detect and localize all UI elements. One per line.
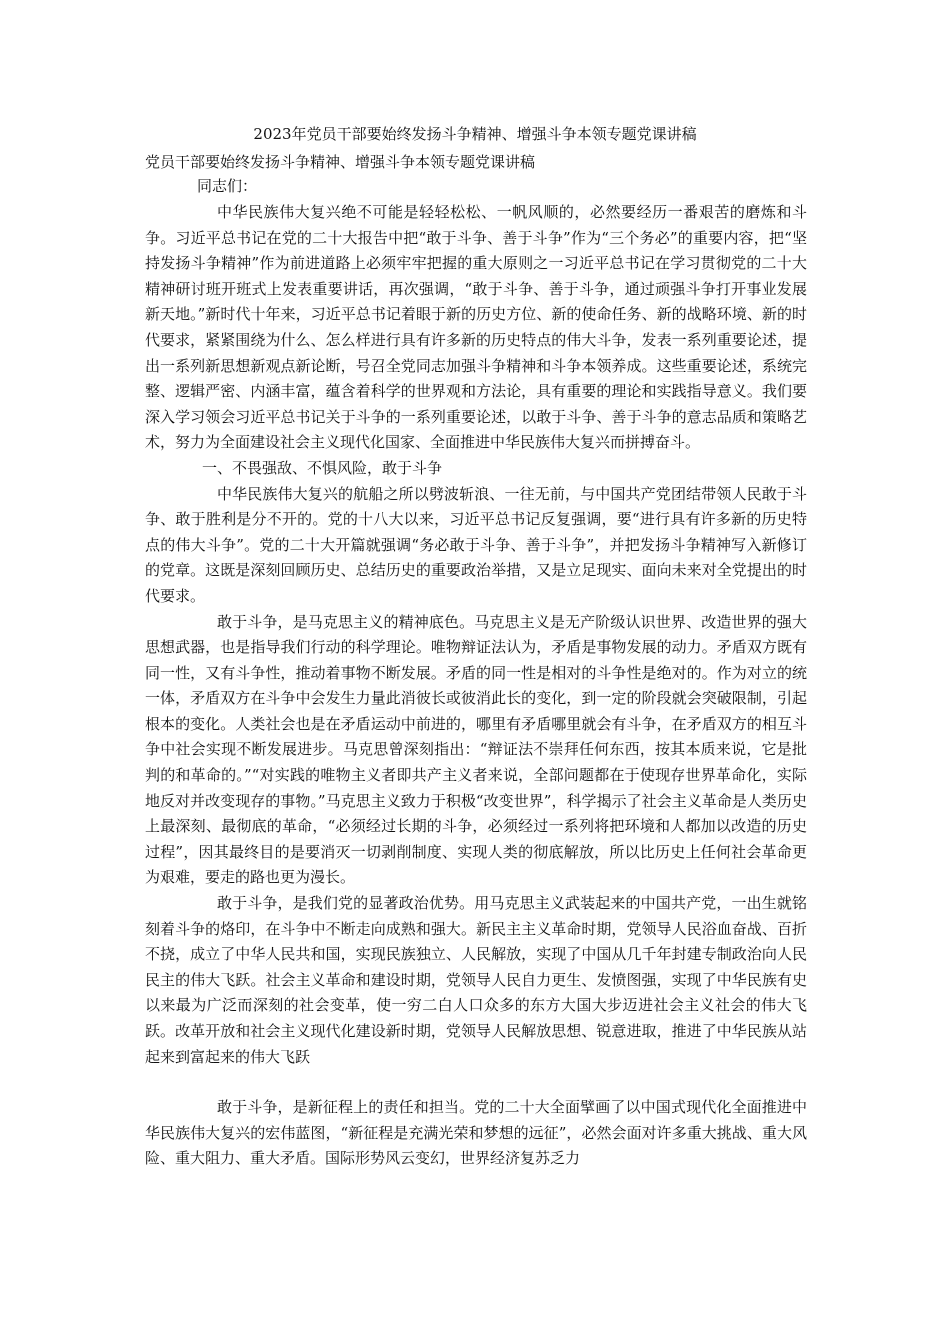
paragraph-intro: 中华民族伟大复兴绝不可能是轻轻松松、一帆风顺的，必然要经历一番艰苦的磨炼和斗争。习近平总书记在党的二十大报告中把“敢于斗争、善于斗争”作为“三个务必”的重要内容，把“坚持发扬斗争精神”作为前进道路上必须牢牢把握的重大原则之一习近平总书记在学习贯彻党的二十大精神研讨班开班式上发表重要讲话，再次强调，“敢于斗争、善于斗争，通过顽强斗争打开事业发展新天地。”新时代十年来，习近平总书记着眼于新的历史方位、新的使命任务、新的战略环境、新的时代要求，紧紧围绕为什么、怎么样进行具有许多新的历史特点的伟大斗争，发表一系列重要论述，提出一系列新思想新观点新论断，号召全党同志加强斗争精神和斗争本领养成。这些重要论述，系统完整、逻辑严密、内涵丰富，蕴含着科学的世界观和方法论，具有重要的理论和实践指导意义。我们要深入学习领会习近平总书记关于斗争的一系列重要论述，以敢于斗争、善于斗争的意志品质和策略艺术，努力为全面建设社会主义现代化国家、全面推进中华民族伟大复兴而拼搏奋斗。	[145, 203, 807, 452]
document-subtitle: 党员干部要始终发扬斗争精神、增强斗争本领专题党课讲稿	[145, 153, 536, 171]
paragraph-marxism: 敢于斗争，是马克思主义的精神底色。马克思主义是无产阶级认识世界、改造世界的强大思想武器，也是指导我们行动的科学理论。唯物辩证法认为，矛盾是事物发展的动力。矛盾双方既有同一性，又有斗争性，推动着事物不断发展。矛盾的同一性是相对的斗争性是绝对的。作为对立的统一体，矛盾双方在斗争中会发生力量此消彼长或彼消此长的变化，到一定的阶段就会突破限制，引起根本的变化。人类社会也是在矛盾运动中前进的，哪里有矛盾哪里就会有斗争，在矛盾双方的相互斗争中社会实现不断发展进步。马克思曾深刻指出：“辩证法不崇拜任何东西，按其本质来说，它是批判的和革命的。”“对实践的唯物主义者即共产主义者来说，全部问题都在于使现存世界革命化，实际地反对并改变现存的事物。”马克思主义致力于积极“改变世界”，科学揭示了社会主义革命是人类历史上最深刻、最彻底的革命，“必须经过长期的斗争，必须经过一系列将把环境和人都加以改造的历史过程”，因其最终目的是要消灭一切剥削制度、实现人类的彻底解放，所以比历史上任何社会革命更为艰难，要走的路也更为漫长。	[145, 612, 807, 887]
paragraph-party-advantage: 敢于斗争，是我们党的显著政治优势。用马克思主义武装起来的中国共产党，一出生就铭刻着斗争的烙印，在斗争中不断走向成熟和强大。新民主主义革命时期，党领导人民浴血奋战、百折不挠，成立了中华人民共和国，实现民族独立、人民解放，实现了中国从几千年封建专制政治向人民民主的伟大飞跃。社会主义革命和建设时期，党领导人民自力更生、发愤图强，实现了中华民族有史以来最为广泛而深刻的社会变革，使一穷二白人口众多的东方大国大步迈进社会主义社会的伟大飞跃。改革开放和社会主义现代化建设新时期，党领导人民解放思想、锐意进取，推进了中华民族从站起来到富起来的伟大飞跃	[145, 894, 807, 1066]
document-body	[145, 200, 807, 1172]
salutation: 同志们：	[197, 177, 258, 195]
document-title: 2023年党员干部要始终发扬斗争精神、增强斗争本领专题党课讲稿	[253, 125, 697, 143]
section-heading-1: 一、不畏强敌、不惧风险，敢于斗争	[202, 458, 443, 477]
paragraph-section-1-intro: 中华民族伟大复兴的航船之所以劈波斩浪、一往无前，与中国共产党团结带领人民敢于斗争、敢于胜利是分不开的。党的十八大以来，习近平总书记反复强调，要“进行具有许多新的历史特点的伟大斗争”。党的二十大开篇就强调“务必敢于斗争、善于斗争”，并把发扬斗争精神写入新修订的党章。这既是深刻回顾历史、总结历史的重要政治举措，又是立足现实、面向未来对全党提出的时代要求。	[145, 484, 807, 605]
paragraph-new-journey: 敢于斗争，是新征程上的责任和担当。党的二十大全面擘画了以中国式现代化全面推进中华民族伟大复兴的宏伟蓝图，“新征程是充满光荣和梦想的远征”，必然会面对许多重大挑战、重大风险、重大阻力、重大矛盾。国际形势风云变幻，世界经济复苏乏力	[145, 1098, 807, 1168]
